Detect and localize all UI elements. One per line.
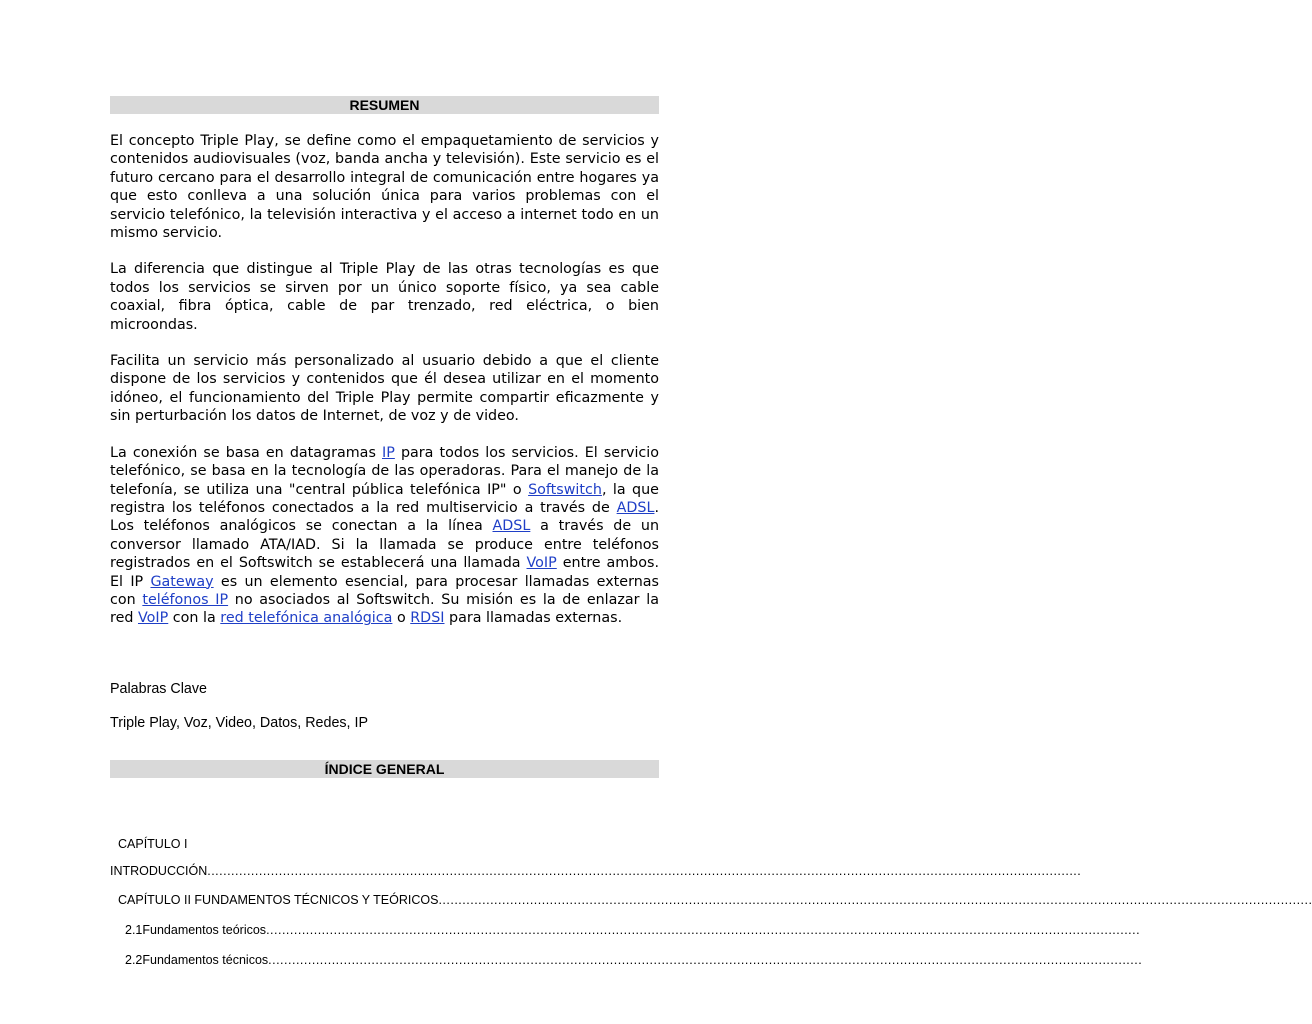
link-adsl[interactable]: ADSL xyxy=(492,518,531,535)
p4-text-4: . Los teléfonos analógicos se conectan a la línea xyxy=(110,499,659,535)
link-voip[interactable]: VoIP xyxy=(526,555,557,572)
link-rdsi[interactable]: RDSI xyxy=(410,610,445,627)
keywords-title: Palabras Clave xyxy=(110,680,207,697)
toc-item[interactable] xyxy=(125,952,1143,968)
toc-leader-dots: ............................................................................................................................................................................................................................ xyxy=(266,923,1141,937)
resumen-paragraph-4 xyxy=(110,444,659,628)
p4-text-3: , la que registra los teléfonos conectados a la red multiservicio a través de xyxy=(110,481,659,516)
link-red-telefonica-analogica[interactable]: red telefónica analógica xyxy=(220,610,393,627)
p4-text-11: para llamadas externas. xyxy=(444,610,623,627)
resumen-paragraph-2: La diferencia que distingue al Triple Play de las otras tecnologías es que todos los servicios se sirven por un único soporte físico, ya sea cable coaxial, fibra óptica, cable de par trenzado, red eléctrica, o bien microondas. xyxy=(110,261,659,333)
p4-text-5: a través de un conversor llamado ATA/IAD. Si la llamada se produce entre teléfonos registrados en el Softswitch se establecerá una llamada xyxy=(110,518,660,572)
p4-text-9: con la xyxy=(168,610,221,627)
toc-item-label: 2.2Fundamentos técnicos xyxy=(125,953,269,967)
link-ip[interactable]: IP xyxy=(382,444,395,461)
p4-text-10: o xyxy=(392,610,411,627)
p4-text-6: entre ambos. El IP xyxy=(110,555,659,590)
link-telefonos-ip[interactable]: teléfonos IP xyxy=(142,591,229,608)
link-voip[interactable]: VoIP xyxy=(137,610,169,627)
toc-item[interactable] xyxy=(118,836,187,852)
indice-heading: ÍNDICE GENERAL xyxy=(110,760,659,778)
toc-leader-dots: ............................................................................................................................................................................................................................ xyxy=(438,893,1312,907)
toc-item[interactable] xyxy=(125,922,1141,938)
link-gateway[interactable]: Gateway xyxy=(150,573,214,590)
toc-item-label: CAPÍTULO II FUNDAMENTOS TÉCNICOS Y TEÓRICOS xyxy=(118,893,439,907)
link-softswitch[interactable]: Softswitch xyxy=(528,481,602,498)
toc-item[interactable] xyxy=(110,863,1082,879)
resumen-heading: RESUMEN xyxy=(110,96,659,114)
p4-text-1: La conexión se basa en datagramas xyxy=(110,444,382,461)
p4-text-8: no asociados al Softswitch. Su misión es la de enlazar la red xyxy=(110,591,659,627)
toc-item[interactable] xyxy=(118,892,1312,908)
link-adsl[interactable]: ADSL xyxy=(616,499,655,516)
keywords-list: Triple Play, Voz, Video, Datos, Redes, IP xyxy=(110,714,368,731)
toc-item-label: CAPÍTULO I xyxy=(118,837,188,851)
toc-leader-dots: ............................................................................................................................................................................................................................ xyxy=(268,953,1143,967)
document-page xyxy=(110,96,659,778)
toc-item-label: INTRODUCCIÓN xyxy=(110,864,208,878)
resumen-paragraph-3: Facilita un servicio más personalizado al usuario debido a que el cliente dispone de los servicios y contenidos que él desea utilizar en el momento idóneo, el funcionamiento del Triple Play permite compartir eficazmente y sin perturbación los datos de Internet, de voz y de video. xyxy=(110,353,659,425)
p4-text-7: es un elemento esencial, para procesar llamadas externas con xyxy=(110,573,659,608)
toc-leader-dots: ............................................................................................................................................................................................................................ xyxy=(207,864,1082,878)
resumen-paragraph-1: El concepto Triple Play, se define como el empaquetamiento de servicios y contenidos audiovisuales (voz, banda ancha y televisión). Este servicio es el futuro cercano para el desarrollo integral de comunicación entre hogares ya que esto conlleva a una solución única para varios problemas con el servicio telefónico, la televisión interactiva y el acceso a internet todo en un mismo servicio. xyxy=(110,133,659,242)
p4-text-2: para todos los servicios. El servicio telefónico, se basa en la tecnología de las operadoras. Para el manejo de la telefonía, se utiliza una "central pública telefónica IP" o xyxy=(110,444,659,498)
toc-item-label: 2.1Fundamentos teóricos xyxy=(125,923,267,937)
